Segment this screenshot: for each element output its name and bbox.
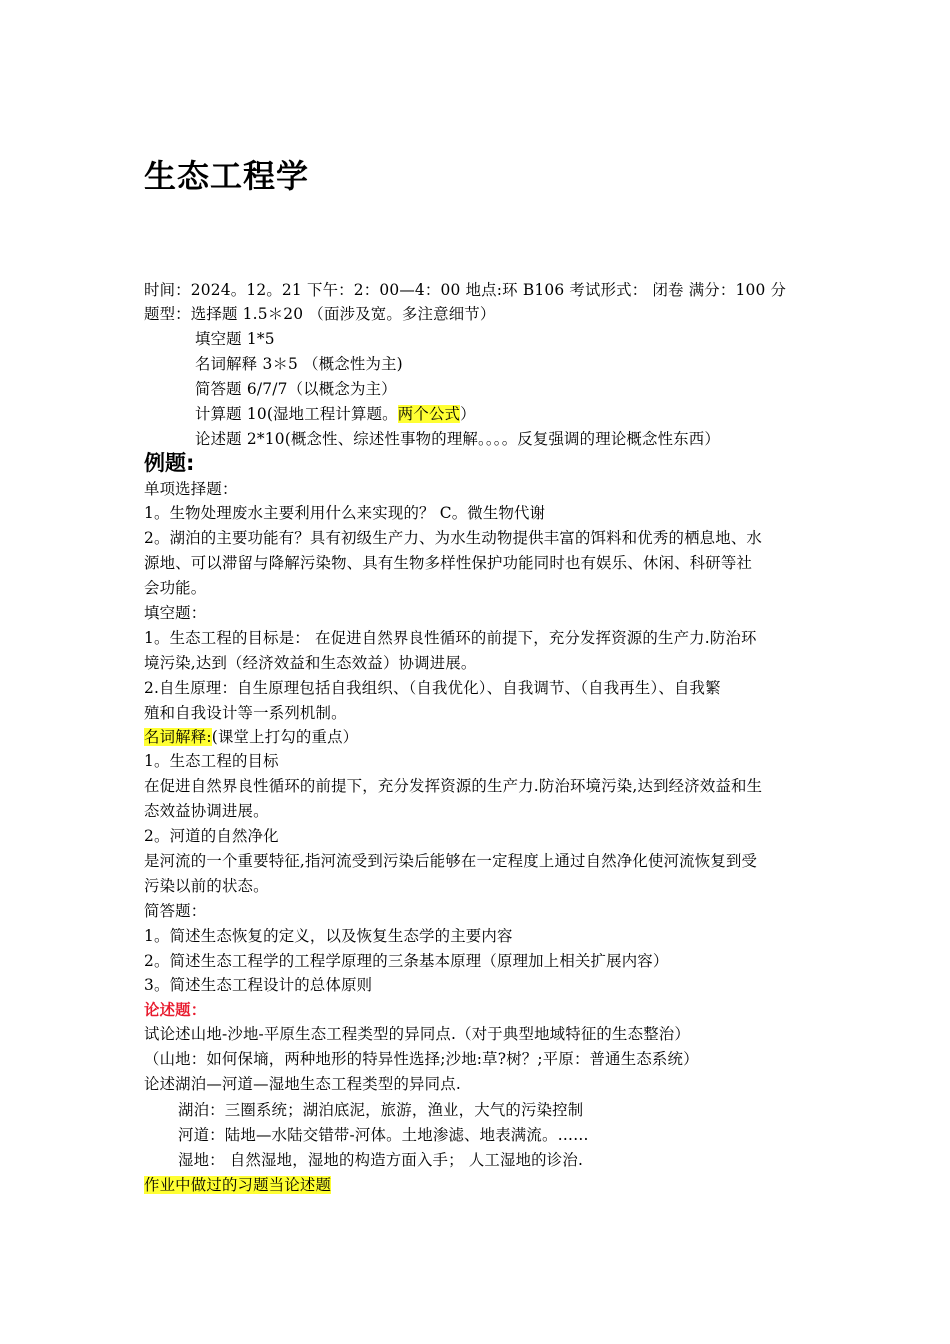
short-answer-item: 2。简述生态工程学的工程学原理的三条基本原理（原理加上相关扩展内容） — [144, 952, 669, 970]
document-title: 生态工程学 — [144, 157, 310, 195]
term-definition-line: 污染以前的状态。 — [144, 877, 269, 895]
exam-info-line: 时间：2024。12。21 下午：2：00—4：00 地点:环 B106 考试形式： 闭卷 满分：100 分 — [144, 281, 787, 299]
question-types-row — [144, 302, 495, 327]
essay-subpoint: 湿地： 自然湿地，湿地的构造方面入手； 人工湿地的诊治. — [178, 1151, 584, 1169]
essay-line: 试论述山地-沙地-平原生态工程类型的异同点.（对于典型地域特征的生态整治） — [144, 1025, 690, 1043]
short-answer-item: 3。简述生态工程设计的总体原则 — [144, 976, 373, 994]
question-type-item: 名词解释 3＊5 （概念性为主) — [195, 355, 403, 373]
fill-blank-heading: 填空题： — [144, 604, 207, 622]
calc-highlight: 两个公式 — [397, 405, 461, 423]
single-choice-heading: 单项选择题： — [144, 480, 238, 498]
question-type-item: 填空题 1*5 — [195, 330, 275, 348]
single-choice-q2-line: 会功能。 — [144, 579, 207, 597]
terms-heading-row — [144, 725, 358, 750]
essay-subpoint: 湖泊：三圈系统；湖泊底泥，旅游，渔业，大气的污染控制 — [178, 1101, 584, 1119]
fill-blank-q1-line: 1。生态工程的目标是： 在促进自然界良性循环的前提下，充分发挥资源的生产力.防治环 — [144, 629, 757, 647]
single-choice-q2-line: 2。湖泊的主要功能有？具有初级生产力、为水生动物提供丰富的饵料和优秀的栖息地、水 — [144, 529, 763, 547]
essay-line: 论述湖泊—河道—湿地生态工程类型的异同点. — [144, 1075, 461, 1093]
fill-blank-q1-line: 境污染,达到（经济效益和生态效益）协调进展。 — [144, 654, 477, 672]
examples-heading: 例题: — [144, 451, 195, 475]
question-type-item: 简答题 6/7/7（以概念为主） — [195, 380, 397, 398]
fill-blank-q2-line: 殖和自我设计等一系列机制。 — [144, 704, 347, 722]
question-type-item: 选择题 1.5＊20 （面涉及宽。多注意细节） — [190, 305, 496, 323]
question-type-item — [195, 402, 476, 427]
term-definition-line: 在促进自然界良性循环的前提下，充分发挥资源的生产力.防治环境污染,达到经济效益和生 — [144, 777, 763, 795]
term-title: 2。河道的自然净化 — [144, 827, 279, 845]
term-definition-line: 态效益协调进展。 — [144, 802, 269, 820]
essay-heading: 论述题： — [144, 1001, 207, 1019]
essay-subpoint: 河道：陆地—水陆交错带-河体。土地渗滤、地表满流。…… — [178, 1126, 589, 1144]
single-choice-q1: 1。生物处理废水主要利用什么来实现的？ C。微生物代谢 — [144, 504, 546, 522]
question-types-label: 题型： — [144, 305, 191, 323]
terms-heading: 名词解释: — [144, 728, 212, 746]
calc-tail: ） — [460, 405, 476, 423]
calc-text: 计算题 10(湿地工程计算题。 — [195, 405, 398, 423]
single-choice-q2-line: 源地、可以滞留与降解污染物、具有生物多样性保护功能同时也有娱乐、休闲、科研等社 — [144, 554, 753, 572]
essay-line: （山地：如何保墒，两种地形的特异性选择;沙地:草?树？;平原：普通生态系统） — [144, 1050, 699, 1068]
term-definition-line: 是河流的一个重要特征,指河流受到污染后能够在一定程度上通过自然净化使河流恢复到受 — [144, 852, 758, 870]
terms-heading-note: (课堂上打勾的重点） — [211, 728, 359, 746]
short-answer-heading: 简答题： — [144, 902, 207, 920]
short-answer-item: 1。简述生态恢复的定义，以及恢复生态学的主要内容 — [144, 927, 513, 945]
essay-note-row — [144, 1173, 331, 1198]
essay-note: 作业中做过的习题当论述题 — [144, 1176, 332, 1194]
question-type-item: 论述题 2*10(概念性、综述性事物的理解。。。。反复强调的理论概念性东西） — [195, 430, 720, 448]
fill-blank-q2-line: 2.自生原理：自生原理包括自我组织、（自我优化）、自我调节、（自我再生）、自我繁 — [144, 679, 721, 697]
term-title: 1。生态工程的目标 — [144, 752, 279, 770]
